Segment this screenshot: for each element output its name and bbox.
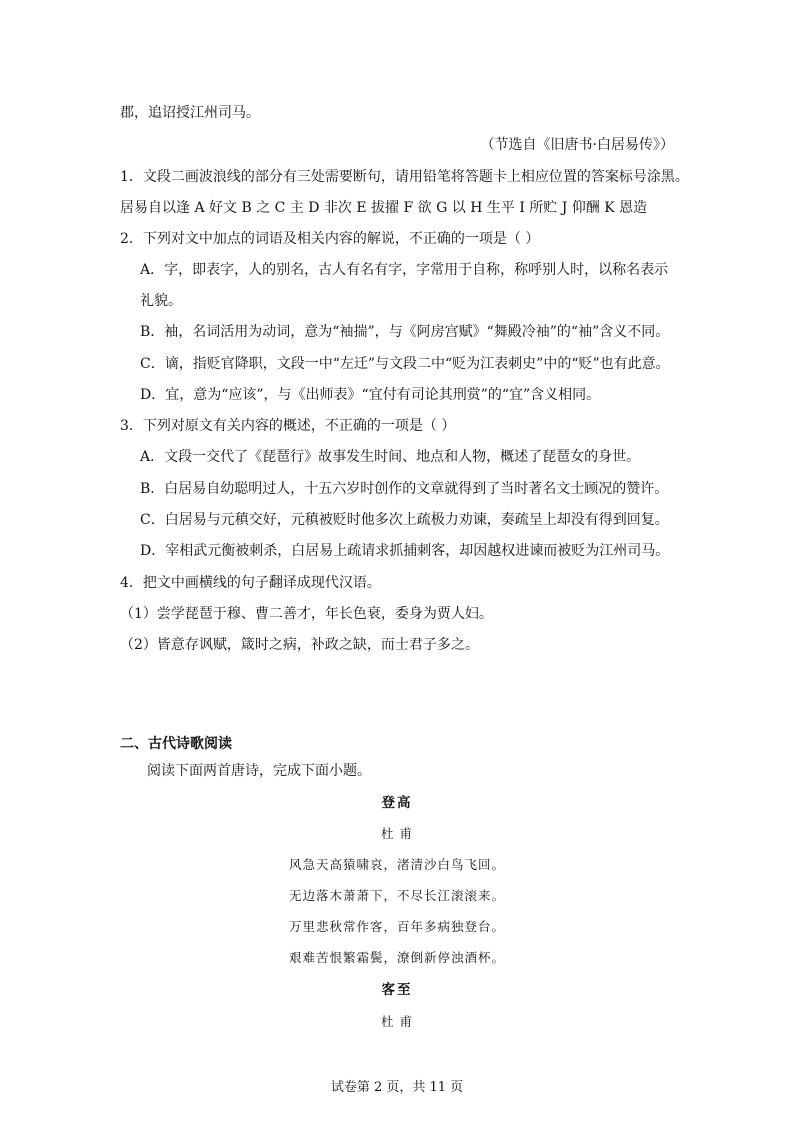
question-3-option-c: C．白居易与元稹交好，元稹被贬时他多次上疏极力劝谏，奏疏呈上却没有得到回复。 xyxy=(140,512,669,528)
question-3-option-b: B．白居易自幼聪明过人，十五六岁时创作的文章就得到了当时著名文士顾况的赞许。 xyxy=(140,481,669,497)
passage-source: （节选自《旧唐书·白居易传》） xyxy=(480,137,674,153)
question-3-stem: 3．下列对原文有关内容的概述，不正确的一项是（ ） xyxy=(120,418,456,434)
question-2-option-b: B．袖，名词活用为动词，意为“袖揣”，与《阿房宫赋》“舞殿冷袖”的“袖”含义不同。 xyxy=(140,324,670,340)
question-2-option-a-cont: 礼貌。 xyxy=(140,293,182,309)
question-3-option-a: A．文段一交代了《琵琶行》故事发生时间、地点和人物，概述了琵琶女的身世。 xyxy=(140,449,641,465)
poem-1-author: 杜 甫 xyxy=(381,826,413,841)
page-footer: 试卷第 2 页，共 11 页 xyxy=(330,1080,464,1095)
poem-1-line-1: 风急天高猿啸哀，渚清沙白鸟飞回。 xyxy=(288,857,505,872)
poem-1-line-3: 万里悲秋常作客，百年多病独登台。 xyxy=(288,919,505,934)
question-2-stem: 2．下列对文中加点的词语及相关内容的解说，不正确的一项是（ ） xyxy=(120,231,540,247)
question-4-sentence-2: （2）皆意存讽赋，箴时之病，补政之缺，而士君子多之。 xyxy=(120,637,479,653)
question-4-sentence-1: （1）尝学琵琶于穆、曹二善才，年长色衰，委身为贾人妇。 xyxy=(120,606,493,622)
question-1-text: 居易自以逢 A 好文 B 之 C 主 D 非次 E 拔擢 F 欲 G 以 H 生平 I 所贮 J 仰酬 K 恩造 xyxy=(120,200,648,216)
question-2-option-c: C．谪，指贬官降职，文段一中“左迁”与文段二中“贬为江表刺史”中的“贬”也有此意。 xyxy=(140,356,670,372)
question-4-stem: 4．把文中画横线的句子翻译成现代汉语。 xyxy=(120,575,381,591)
poem-1-line-4: 艰难苦恨繁霜鬓，潦倒新停浊酒杯。 xyxy=(288,950,505,965)
question-3-option-d: D．宰相武元衡被刺杀，白居易上疏请求抓捕刺客，却因越权进谏而被贬为江州司马。 xyxy=(140,543,670,559)
poem-2-title: 客至 xyxy=(381,982,413,998)
section-2-heading: 二、古代诗歌阅读 xyxy=(120,736,232,752)
poem-1-line-2: 无边落木萧萧下，不尽长江滚滚来。 xyxy=(288,888,505,903)
question-1-stem: 1．文段二画波浪线的部分有三处需要断句，请用铅笔将答题卡上相应位置的答案标号涂黑。 xyxy=(120,169,689,185)
poem-1-title: 登高 xyxy=(381,795,413,811)
question-2-option-a: A．字，即表字，人的别名，古人有名有字，字常用于自称，称呼别人时，以称名表示 xyxy=(140,262,669,278)
poem-2-author: 杜 甫 xyxy=(381,1014,413,1029)
passage-tail: 郡，追诏授江州司马。 xyxy=(120,105,260,121)
question-2-option-d: D．宜，意为“应该”，与《出师表》“宜付有司论其刑赏”的“宜”含义相同。 xyxy=(140,387,601,403)
section-2-instruction: 阅读下面两首唐诗，完成下面小题。 xyxy=(147,763,371,779)
